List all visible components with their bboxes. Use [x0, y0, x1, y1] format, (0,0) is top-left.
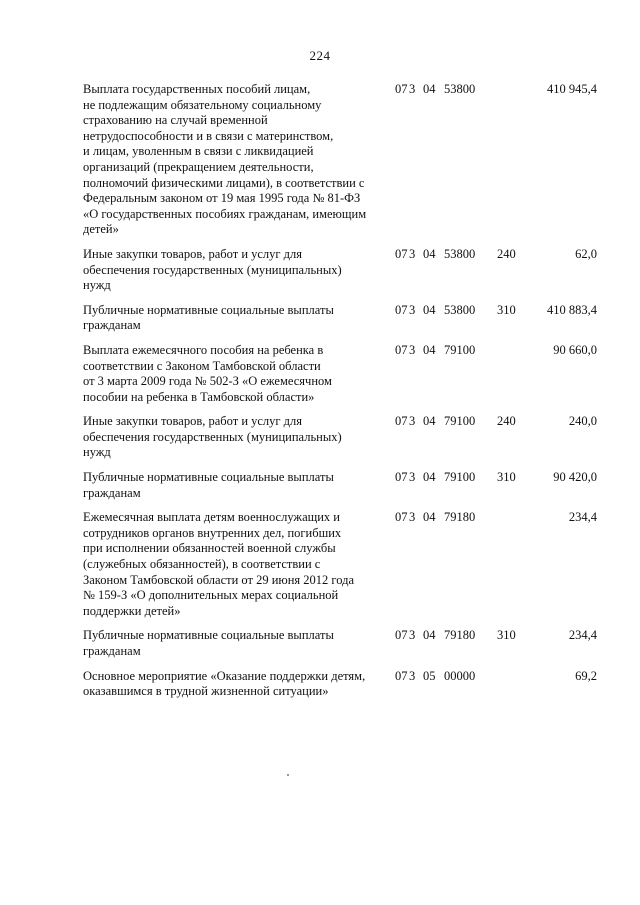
row-description: Ежемесячная выплата детям военнослужащих и сотрудников органов внутренних дел, погибших при исполнении обязанностей военной службы (служебных обязанностей), в соответствии с Законом Тамбовской области от 29 июня 2012 года № 159-З «О дополнительных мерах социальной поддержки детей»: [83, 510, 355, 618]
table-row: [83, 82, 597, 238]
row-amount: 90 660,0: [553, 342, 597, 357]
article-code: 53800: [444, 82, 476, 96]
expense-type-code: 310: [497, 470, 516, 485]
subsection-code: 04: [423, 82, 436, 96]
expense-type-code: 310: [497, 302, 516, 317]
article-code: 53800: [444, 302, 476, 317]
section-code: 3: [409, 342, 416, 357]
row-description: Иные закупки товаров, работ и услуг для обеспечения государственных (муниципальных) нужд: [83, 414, 342, 460]
row-amount: 62,0: [575, 246, 597, 261]
expense-type-code: 240: [497, 246, 516, 261]
scan-speck: [287, 774, 289, 776]
section-code: 3: [409, 510, 416, 525]
row-description: Основное мероприятие «Оказание поддержки детям, оказавшимся в трудной жизненной ситуации»: [83, 668, 366, 699]
table-row: [83, 303, 597, 334]
program-code: 07: [395, 82, 408, 96]
expense-type-code: 310: [497, 628, 516, 643]
table-row: [83, 414, 597, 461]
table-row: [83, 669, 597, 700]
section-code: 3: [409, 82, 416, 96]
subsection-code: 04: [423, 342, 436, 357]
section-code: 3: [409, 470, 416, 485]
budget-table: [83, 82, 597, 709]
row-description: Публичные нормативные социальные выплаты гражданам: [83, 628, 334, 658]
table-row: [83, 510, 597, 619]
subsection-code: 05: [423, 668, 436, 683]
section-code: 3: [409, 668, 416, 683]
row-amount: 234,4: [568, 628, 597, 643]
article-code: 79180: [444, 510, 476, 525]
table-row: [83, 628, 597, 659]
subsection-code: 04: [423, 414, 436, 429]
row-description: Выплата ежемесячного пособия на ребенка в соответствии с Законом Тамбовской области от 3 марта 2009 года № 502-З «О ежемесячном пособии на ребенка в Тамбовской области»: [83, 342, 332, 404]
row-description: Публичные нормативные социальные выплаты гражданам: [83, 470, 334, 500]
table-row: [83, 247, 597, 294]
row-description: Выплата государственных пособий лицам, не подлежащим обязательному социальному страхованию на случай временной нетрудоспособности и в связи с материнством, и лицам, уволенным в связи с ликвидацией организаций (прекращением деятельности, полномочий физическими лицами), в соответствии с Федеральным законом от 19 мая 1995 года № 81-ФЗ «О государственных пособиях гражданам, имеющим детей»: [83, 82, 367, 237]
subsection-code: 04: [423, 510, 436, 525]
row-description: Публичные нормативные социальные выплаты гражданам: [83, 302, 334, 333]
article-code: 53800: [444, 246, 476, 261]
program-code: 07: [395, 414, 408, 429]
table-row: [83, 470, 597, 501]
subsection-code: 04: [423, 302, 436, 317]
program-code: 07: [395, 510, 408, 525]
program-code: 07: [395, 668, 408, 683]
program-code: 07: [395, 246, 408, 261]
expense-type-code: 240: [497, 414, 516, 429]
article-code: 00000: [444, 668, 476, 683]
subsection-code: 04: [423, 246, 436, 261]
table-row: [83, 343, 597, 405]
row-description: Иные закупки товаров, работ и услуг для обеспечения государственных (муниципальных) нужд: [83, 246, 342, 293]
article-code: 79180: [444, 628, 476, 643]
subsection-code: 04: [423, 628, 436, 643]
row-amount: 234,4: [568, 510, 597, 525]
row-amount: 240,0: [568, 414, 597, 429]
subsection-code: 04: [423, 470, 436, 485]
row-amount: 69,2: [575, 668, 597, 683]
page-number: 224: [309, 48, 331, 63]
article-code: 79100: [444, 414, 476, 429]
program-code: 07: [395, 302, 408, 317]
article-code: 79100: [444, 342, 476, 357]
program-code: 07: [395, 628, 408, 643]
section-code: 3: [409, 246, 416, 261]
row-amount: 410 945,4: [547, 82, 597, 96]
program-code: 07: [395, 342, 408, 357]
section-code: 3: [409, 302, 416, 317]
article-code: 79100: [444, 470, 476, 485]
section-code: 3: [409, 628, 416, 643]
section-code: 3: [409, 414, 416, 429]
row-amount: 410 883,4: [547, 302, 597, 317]
row-amount: 90 420,0: [553, 470, 597, 485]
program-code: 07: [395, 470, 408, 485]
